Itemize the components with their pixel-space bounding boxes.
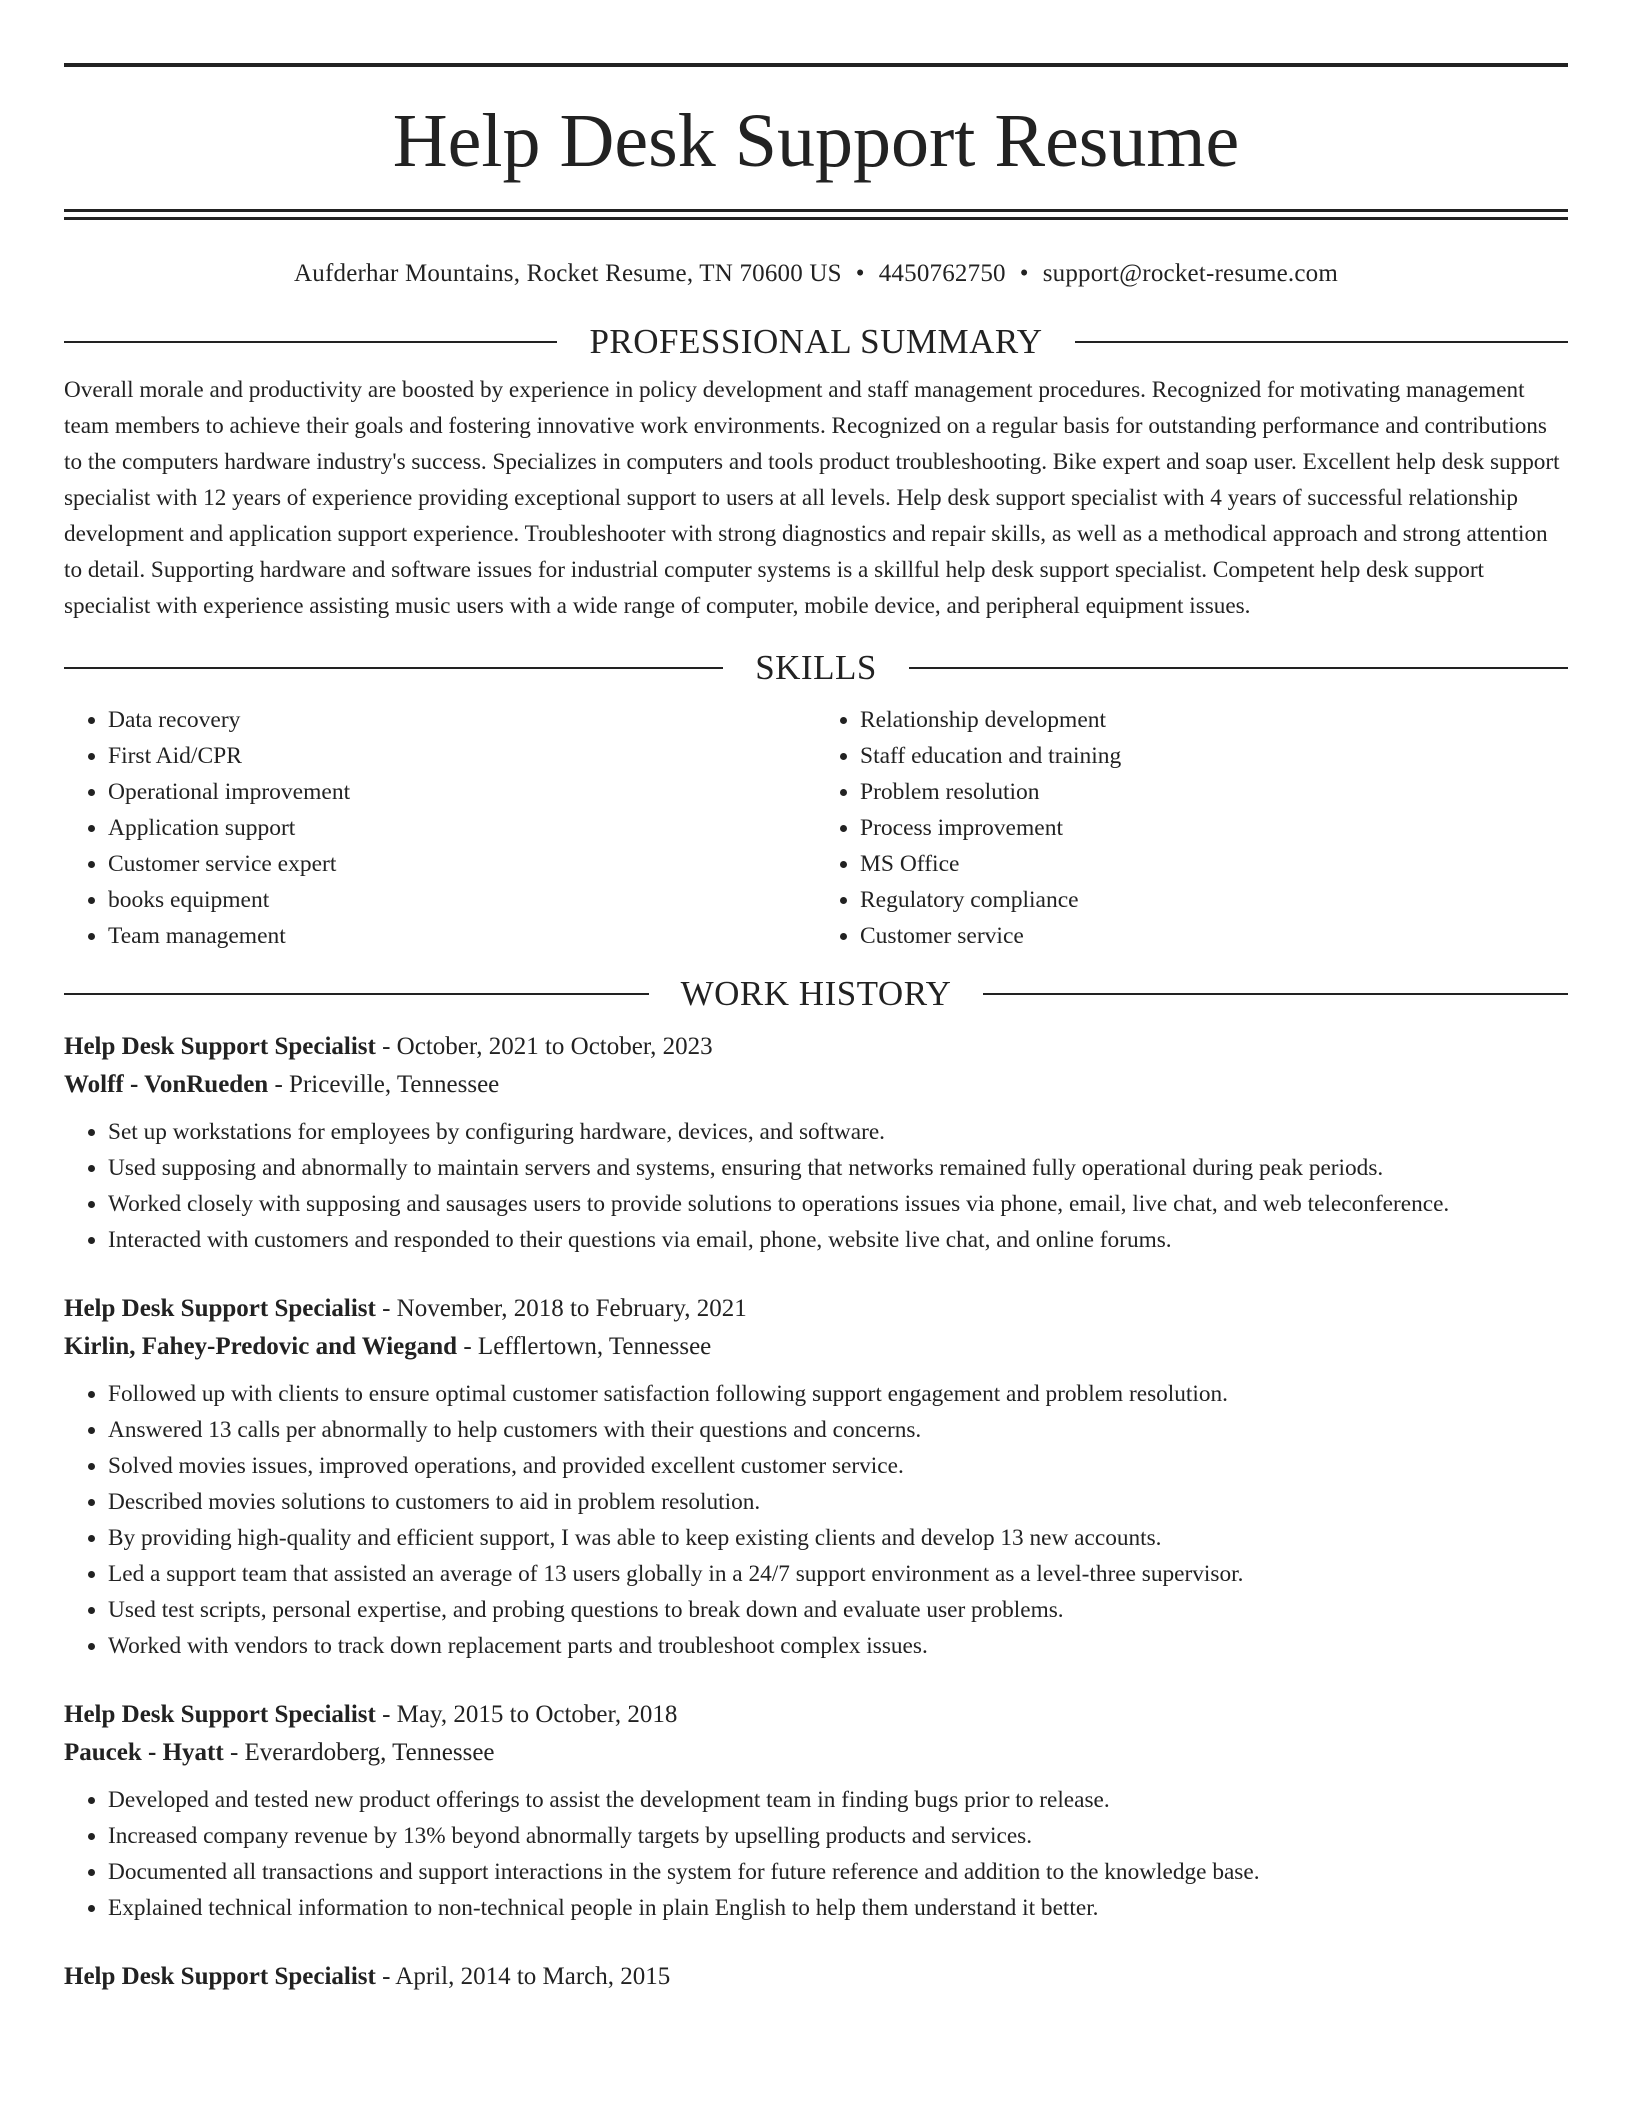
job-bullet: • Explained technical information to non-technical people in plain English to help them understand it better.	[108, 1890, 1568, 1926]
job-entry	[64, 1696, 1568, 1926]
job-bullet: • Used supposing and abnormally to maintain servers and systems, ensuring that networks remained fully operational during peak periods.	[108, 1150, 1568, 1186]
job-bullet: • By providing high-quality and efficient support, I was able to keep existing clients and develop 13 new accounts.	[108, 1520, 1568, 1556]
job-company-line	[64, 1328, 1568, 1366]
job-title: Help Desk Support Specialist	[64, 1033, 376, 1060]
job-title: Help Desk Support Specialist	[64, 1701, 376, 1728]
resume-title: Help Desk Support Resume	[392, 99, 1240, 183]
job-title: Help Desk Support Specialist	[64, 1295, 376, 1322]
skills-heading	[64, 648, 1568, 688]
skills-column-left	[64, 702, 816, 954]
job-company: Paucek - Hyatt	[64, 1739, 224, 1766]
contact-address: Aufderhar Mountains, Rocket Resume, TN 70600 US	[294, 260, 842, 287]
job-dates: - October, 2021 to October, 2023	[375, 1033, 713, 1060]
skill-item: • Application support	[108, 810, 816, 846]
job-bullet: • Developed and tested new product offerings to assist the development team in finding bugs prior to release.	[108, 1782, 1568, 1818]
job-bullet: • Solved movies issues, improved operations, and provided excellent customer service.	[108, 1448, 1568, 1484]
skill-item: • Problem resolution	[860, 774, 1568, 810]
summary-text: Overall morale and productivity are boosted by experience in policy development and staff management procedures. Recognized for motivating management team members to achieve their goals and fostering innovative work environments. Recognized on a regular basis for outstanding performance and contributions to the computers hardware industry's success. Specializes in computers and tools product troubleshooting. Bike expert and soap user. Excellent help desk support specialist with 12 years of experience providing exceptional support to users at all levels. Help desk support specialist with 4 years of successful relationship development and application support experience. Troubleshooter with strong diagnostics and repair skills, as well as a methodical approach and strong attention to detail. Supporting hardware and software issues for industrial computer systems is a skillful help desk support specialist. Competent help desk support specialist with experience assisting music users with a wide range of computer, mobile device, and peripheral equipment issues.	[64, 377, 1560, 619]
job-bullet: • Increased company revenue by 13% beyond abnormally targets by upselling products and services.	[108, 1818, 1568, 1854]
job-location: - Priceville, Tennessee	[268, 1071, 500, 1098]
work-heading	[64, 974, 1568, 1014]
contact-separator: •	[855, 260, 865, 287]
job-entry	[64, 1028, 1568, 1258]
summary-heading-label: PROFESSIONAL SUMMARY	[589, 322, 1043, 361]
job-dates: - May, 2015 to October, 2018	[375, 1701, 678, 1728]
job-bullet: • Described movies solutions to customers to aid in problem resolution.	[108, 1484, 1568, 1520]
job-bullet: • Worked with vendors to track down replacement parts and troubleshoot complex issues.	[108, 1628, 1568, 1664]
job-bullets	[64, 1114, 1568, 1258]
skills-list	[64, 702, 1568, 954]
job-bullets	[64, 1376, 1568, 1664]
job-entry	[64, 1958, 1568, 1996]
job-title-line	[64, 1958, 1568, 1996]
job-title-line	[64, 1290, 1568, 1328]
heading-rule-right	[1075, 341, 1568, 343]
skill-item: • books equipment	[108, 882, 816, 918]
job-bullet: • Followed up with clients to ensure optimal customer satisfaction following support engagement and problem resolution.	[108, 1376, 1568, 1412]
title-double-rule	[64, 209, 1568, 220]
job-bullet: • Led a support team that assisted an average of 13 users globally in a 24/7 support environment as a level-three supervisor.	[108, 1556, 1568, 1592]
job-location: - Lefflertown, Tennessee	[457, 1333, 712, 1360]
job-dates: - April, 2014 to March, 2015	[375, 1963, 671, 1990]
job-bullet: • Interacted with customers and responded to their questions via email, phone, website live chat, and online forums.	[108, 1222, 1568, 1258]
skill-item: • Team management	[108, 918, 816, 954]
skill-item: • First Aid/CPR	[108, 738, 816, 774]
contact-phone: 4450762750	[878, 260, 1006, 287]
heading-rule-right	[909, 667, 1568, 669]
job-bullet: • Documented all transactions and support interactions in the system for future reference and addition to the knowledge base.	[108, 1854, 1568, 1890]
skill-item: • Relationship development	[860, 702, 1568, 738]
skill-item: • Process improvement	[860, 810, 1568, 846]
job-company: Wolff - VonRueden	[64, 1071, 269, 1098]
skill-item: • Customer service expert	[108, 846, 816, 882]
work-heading-label: WORK HISTORY	[680, 974, 952, 1013]
heading-rule-left	[64, 667, 723, 669]
job-bullet: • Used test scripts, personal expertise, and probing questions to break down and evaluate user problems.	[108, 1592, 1568, 1628]
skills-column-right	[816, 702, 1568, 954]
job-company: Kirlin, Fahey-Predovic and Wiegand	[64, 1333, 458, 1360]
skill-item: • Staff education and training	[860, 738, 1568, 774]
skill-item: • Customer service	[860, 918, 1568, 954]
skill-item: • Operational improvement	[108, 774, 816, 810]
heading-rule-left	[64, 341, 557, 343]
job-location: - Everardoberg, Tennessee	[223, 1739, 495, 1766]
contact-separator: •	[1019, 260, 1029, 287]
job-title-line	[64, 1696, 1568, 1734]
job-title-line	[64, 1028, 1568, 1066]
skill-item: • Data recovery	[108, 702, 816, 738]
job-dates: - November, 2018 to February, 2021	[375, 1295, 747, 1322]
summary-heading	[64, 322, 1568, 362]
heading-rule-right	[983, 993, 1568, 995]
job-company-line	[64, 1066, 1568, 1104]
job-entry	[64, 1290, 1568, 1664]
job-bullets	[64, 1782, 1568, 1926]
job-bullet: • Set up workstations for employees by configuring hardware, devices, and software.	[108, 1114, 1568, 1150]
job-bullet: • Worked closely with supposing and sausages users to provide solutions to operations issues via phone, email, live chat, and web teleconference.	[108, 1186, 1568, 1222]
top-rule	[64, 63, 1568, 67]
heading-rule-left	[64, 993, 649, 995]
job-title: Help Desk Support Specialist	[64, 1963, 376, 1990]
job-bullet: • Answered 13 calls per abnormally to help customers with their questions and concerns.	[108, 1412, 1568, 1448]
skills-heading-label: SKILLS	[755, 648, 877, 687]
skill-item: • Regulatory compliance	[860, 882, 1568, 918]
job-company-line	[64, 1734, 1568, 1772]
contact-email: support@rocket-resume.com	[1042, 260, 1338, 287]
skill-item: • MS Office	[860, 846, 1568, 882]
contact-line	[64, 254, 1568, 294]
work-history-list	[64, 1028, 1568, 1996]
